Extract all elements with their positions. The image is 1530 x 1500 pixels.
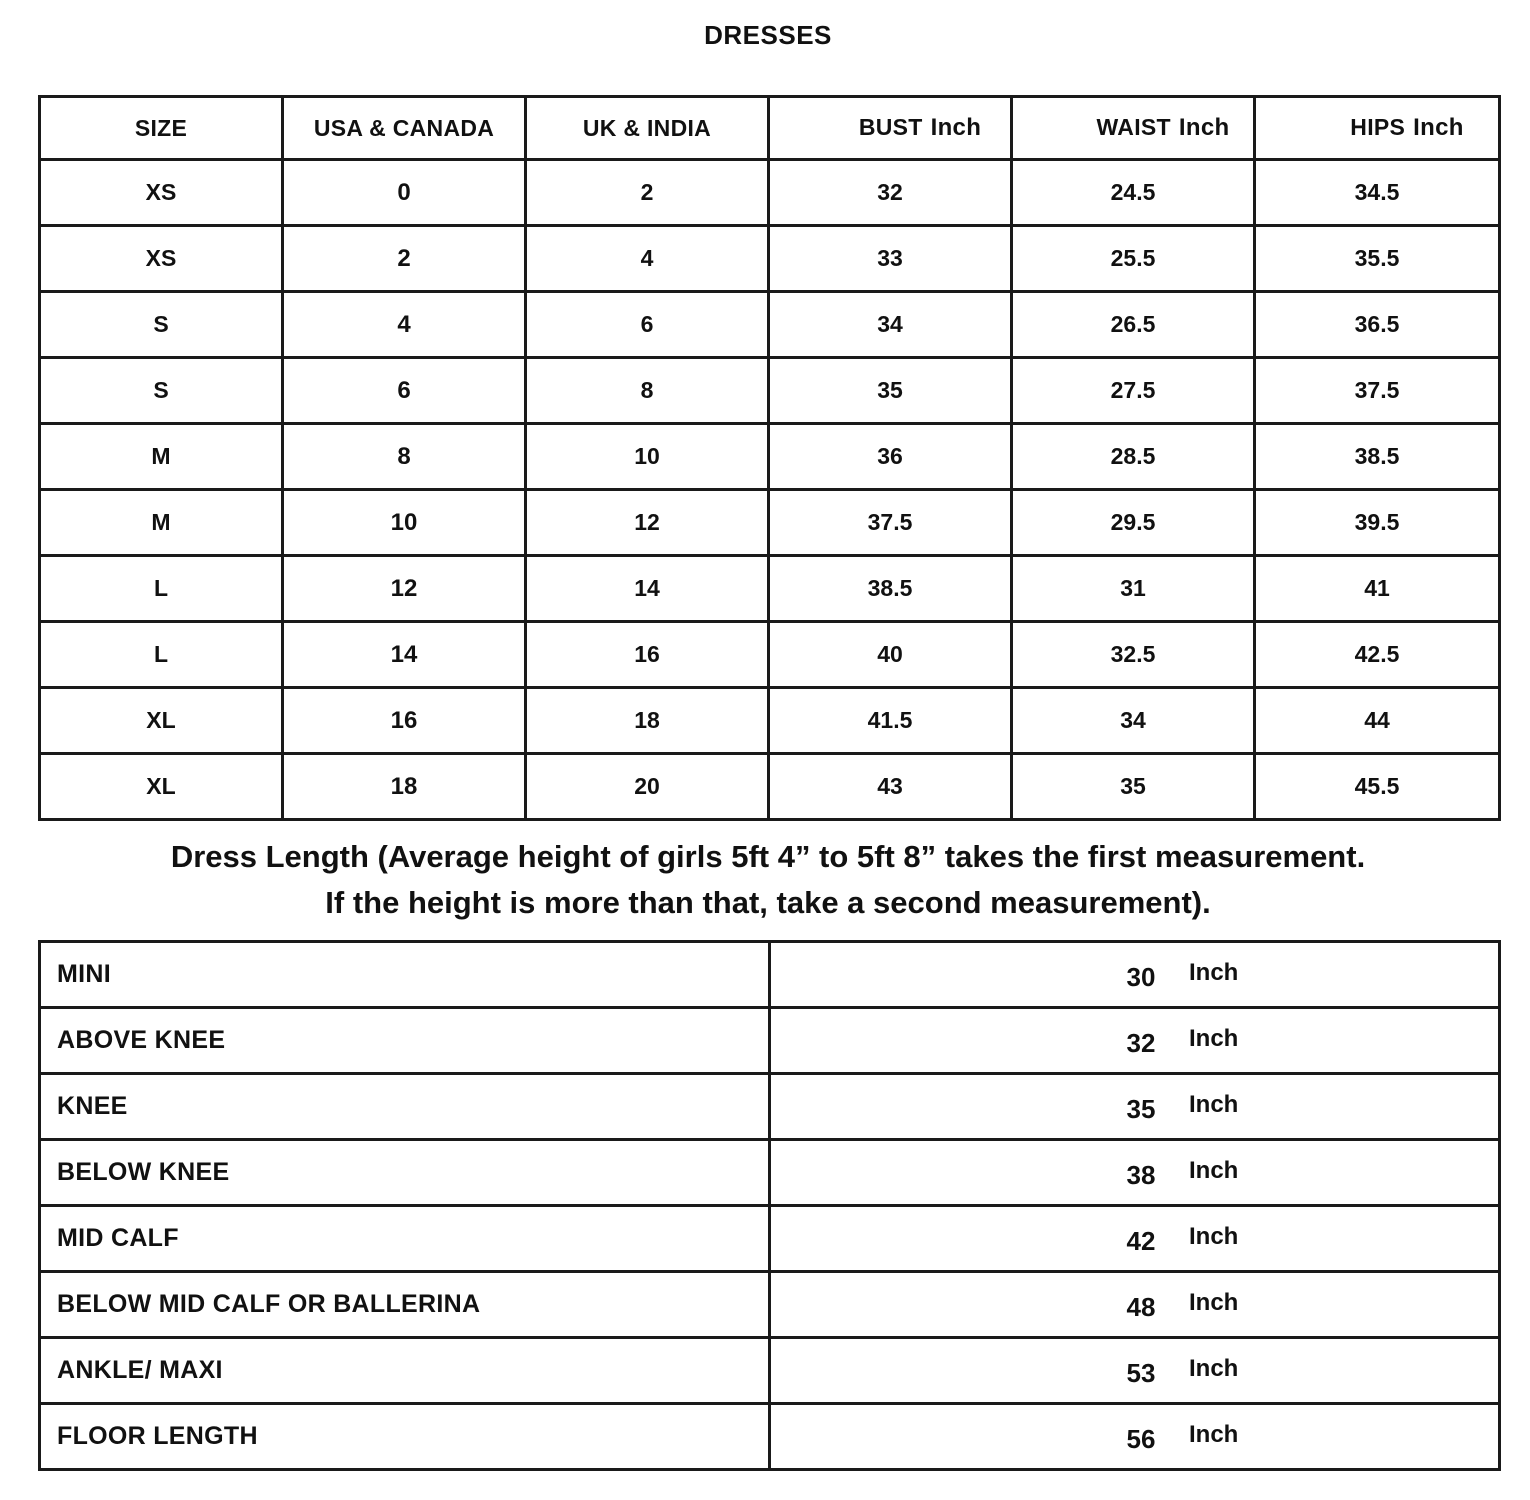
length-value: 35 [1126, 1094, 1156, 1124]
table-row [40, 754, 1500, 820]
cell-uk-india: 2 [526, 160, 769, 226]
table-row [40, 1272, 1500, 1338]
cell-uk-india: 12 [526, 490, 769, 556]
cell-size: L [40, 622, 283, 688]
cell-bust: 38.5 [769, 556, 1012, 622]
cell-usa-canada: 0 [283, 160, 526, 226]
header-bust-unit: Inch [930, 114, 982, 141]
cell-size: L [40, 556, 283, 622]
cell-hips: 39.5 [1255, 490, 1500, 556]
cell-bust: 43 [769, 754, 1012, 820]
cell-usa-canada: 18 [283, 754, 526, 820]
length-style: ABOVE KNEE [40, 1008, 770, 1074]
cell-waist: 31 [1012, 556, 1255, 622]
length-value: 30 [1126, 962, 1156, 992]
cell-uk-india: 18 [526, 688, 769, 754]
header-size: SIZE [40, 97, 283, 160]
length-value-cell [770, 1140, 1500, 1206]
length-value: 32 [1126, 1028, 1156, 1058]
cell-size: XS [40, 226, 283, 292]
length-unit: Inch [1189, 1091, 1239, 1118]
header-hips-unit: Inch [1413, 114, 1464, 141]
length-value-cell [770, 1008, 1500, 1074]
header-waist-unit: Inch [1178, 114, 1230, 141]
table-row [40, 622, 1500, 688]
length-style: BELOW KNEE [40, 1140, 770, 1206]
page-title: DRESSES [704, 20, 832, 50]
cell-hips: 38.5 [1255, 424, 1500, 490]
cell-size: XS [40, 160, 283, 226]
cell-waist: 35 [1012, 754, 1255, 820]
table-row [40, 1074, 1500, 1140]
cell-bust: 41.5 [769, 688, 1012, 754]
cell-uk-india: 14 [526, 556, 769, 622]
cell-uk-india: 8 [526, 358, 769, 424]
cell-bust: 32 [769, 160, 1012, 226]
cell-size: XL [40, 688, 283, 754]
cell-usa-canada: 14 [283, 622, 526, 688]
cell-usa-canada: 2 [283, 226, 526, 292]
cell-size: M [40, 424, 283, 490]
cell-waist: 29.5 [1012, 490, 1255, 556]
header-uk-india: UK & INDIA [526, 97, 769, 160]
length-value-cell [770, 1206, 1500, 1272]
cell-waist: 34 [1012, 688, 1255, 754]
length-value: 42 [1126, 1226, 1156, 1256]
table-row [40, 292, 1500, 358]
cell-uk-india: 10 [526, 424, 769, 490]
cell-bust: 40 [769, 622, 1012, 688]
header-hips-label: HIPS [1350, 114, 1406, 140]
size-table-header-row [40, 97, 1500, 160]
length-style: KNEE [40, 1074, 770, 1140]
cell-waist: 25.5 [1012, 226, 1255, 292]
cell-uk-india: 4 [526, 226, 769, 292]
cell-hips: 44 [1255, 688, 1500, 754]
length-style: MINI [40, 942, 770, 1008]
table-row [40, 1140, 1500, 1206]
length-value: 48 [1126, 1292, 1156, 1322]
cell-hips: 35.5 [1255, 226, 1500, 292]
length-style: ANKLE/ MAXI [40, 1338, 770, 1404]
cell-usa-canada: 8 [283, 424, 526, 490]
cell-bust: 37.5 [769, 490, 1012, 556]
cell-size: XL [40, 754, 283, 820]
table-row [40, 358, 1500, 424]
table-row [40, 1206, 1500, 1272]
header-waist [1012, 97, 1255, 160]
length-unit: Inch [1189, 959, 1239, 986]
cell-bust: 36 [769, 424, 1012, 490]
table-row [40, 942, 1500, 1008]
cell-usa-canada: 12 [283, 556, 526, 622]
cell-bust: 34 [769, 292, 1012, 358]
table-row [40, 226, 1500, 292]
cell-hips: 45.5 [1255, 754, 1500, 820]
cell-waist: 28.5 [1012, 424, 1255, 490]
length-unit: Inch [1189, 1421, 1239, 1448]
cell-uk-india: 20 [526, 754, 769, 820]
table-row [40, 688, 1500, 754]
cell-usa-canada: 10 [283, 490, 526, 556]
cell-usa-canada: 4 [283, 292, 526, 358]
cell-hips: 34.5 [1255, 160, 1500, 226]
dress-length-table [38, 940, 1501, 1471]
length-note-line-2: If the height is more than that, take a second measurement). [325, 885, 1211, 920]
length-value: 53 [1126, 1358, 1156, 1388]
cell-waist: 26.5 [1012, 292, 1255, 358]
length-unit: Inch [1189, 1289, 1239, 1316]
length-value-cell [770, 1074, 1500, 1140]
cell-size: M [40, 490, 283, 556]
cell-waist: 27.5 [1012, 358, 1255, 424]
length-unit: Inch [1189, 1025, 1239, 1052]
length-value-cell [770, 1272, 1500, 1338]
table-row [40, 556, 1500, 622]
length-value-cell [770, 942, 1500, 1008]
cell-waist: 32.5 [1012, 622, 1255, 688]
length-style: BELOW MID CALF OR BALLERINA [40, 1272, 770, 1338]
header-bust-label: BUST [858, 114, 923, 140]
length-value-cell [770, 1404, 1500, 1470]
size-chart-table [38, 95, 1501, 821]
cell-usa-canada: 16 [283, 688, 526, 754]
cell-waist: 24.5 [1012, 160, 1255, 226]
table-row [40, 490, 1500, 556]
length-style: FLOOR LENGTH [40, 1404, 770, 1470]
header-hips [1255, 97, 1500, 160]
table-row [40, 424, 1500, 490]
length-note-line-1: Dress Length (Average height of girls 5ft 4” to 5ft 8” takes the first measurement. [170, 839, 1366, 874]
header-waist-label: WAIST [1096, 114, 1171, 140]
length-style: MID CALF [40, 1206, 770, 1272]
length-value: 38 [1126, 1160, 1156, 1190]
cell-hips: 42.5 [1255, 622, 1500, 688]
cell-uk-india: 6 [526, 292, 769, 358]
table-row [40, 1404, 1500, 1470]
header-bust [769, 97, 1012, 160]
cell-hips: 41 [1255, 556, 1500, 622]
cell-hips: 36.5 [1255, 292, 1500, 358]
table-row [40, 1008, 1500, 1074]
table-row [40, 160, 1500, 226]
length-unit: Inch [1189, 1355, 1239, 1382]
cell-usa-canada: 6 [283, 358, 526, 424]
table-row [40, 1338, 1500, 1404]
cell-bust: 33 [769, 226, 1012, 292]
cell-bust: 35 [769, 358, 1012, 424]
cell-size: S [40, 292, 283, 358]
cell-hips: 37.5 [1255, 358, 1500, 424]
length-value-cell [770, 1338, 1500, 1404]
length-value: 56 [1126, 1424, 1156, 1454]
length-unit: Inch [1189, 1157, 1239, 1184]
length-unit: Inch [1189, 1223, 1239, 1250]
cell-uk-india: 16 [526, 622, 769, 688]
cell-size: S [40, 358, 283, 424]
header-usa-canada: USA & CANADA [283, 97, 526, 160]
